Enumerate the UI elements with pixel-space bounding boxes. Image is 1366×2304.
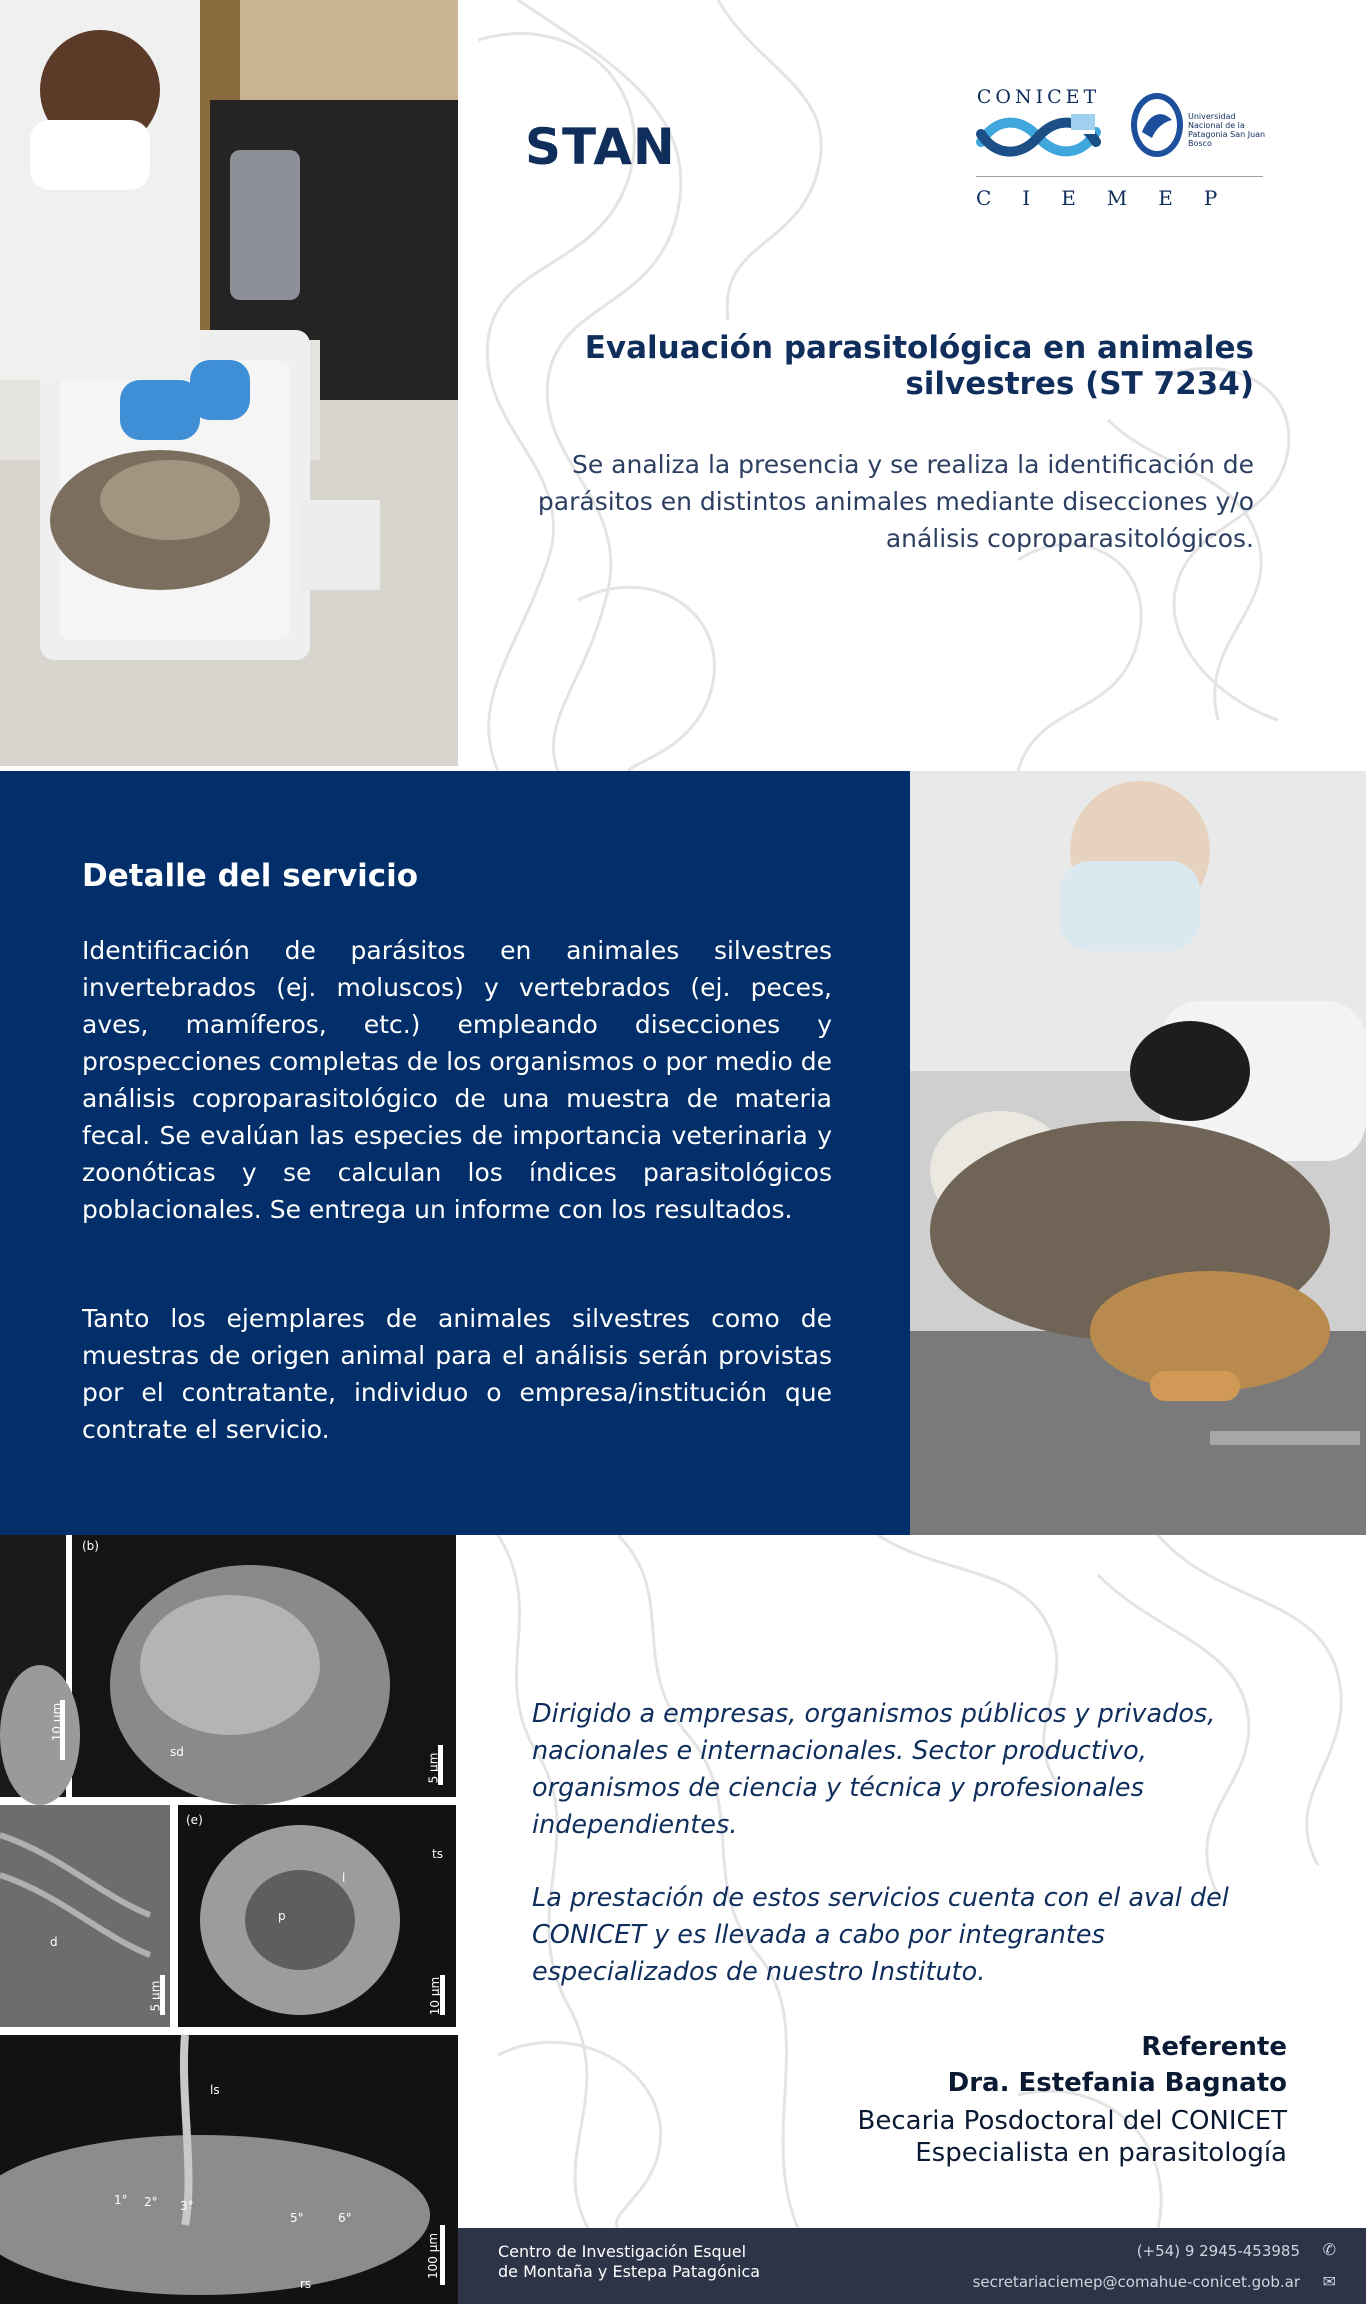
university-name: Universidad Nacional de la Patagonia San Juan Bosco [1188,112,1266,148]
conicet-logo [976,86,1101,162]
page-title: STAN [525,118,676,176]
conicet-wordmark: CONICET [976,86,1101,108]
scale-100um: 100 µm [426,2232,441,2280]
referent-label: Referente [1141,2032,1287,2062]
service-summary: Se analiza la presencia y se realiza la identificación de parásitos en distintos animales mediante disecciones y/o análisis coproparasitológicos. [537,450,1254,553]
footer-institution-line-2: de Montaña y Estepa Patagónica [498,2262,761,2281]
label-6: 6° [338,2211,352,2225]
university-seal-icon [1130,92,1184,158]
label-2: 2° [144,2195,158,2209]
detail-paragraph-1: Identificación de parásitos en animales silvestres invertebrados (ej. moluscos) y vertebrados (ej. peces, aves, mamíferos, etc.) empleando disecciones y prospecciones completas de los organismos o por medio de análisis coproparasitológico de una muestra de materia fecal. Se evalúan las especies de importancia veterinaria y zoonóticas y se calculan los índices parasitológicos poblacionales. Se entrega un informe con los resultados. [82,936,832,1224]
footer-email[interactable]: secretariaciemep@comahue-conicet.gob.ar [972,2273,1300,2291]
photo-dissection-top [0,0,458,766]
conicet-emblem-icon [976,112,1101,162]
scale-10um: 10 µm [50,1702,65,1742]
micrograph-panel [0,1535,458,2304]
referent-role-2: Especialista en parasitología [915,2138,1287,2168]
detail-paragraph-2: Tanto los ejemplares de animales silvestres como de muestras de origen animal para el análisis serán provistas por el contratante, individuo o empresa/institución que contrate el servicio. [82,1304,832,1444]
service-title: Evaluación parasitológica en animales silvestres (ST 7234) [584,330,1254,402]
scale-10um-e: 10 µm [428,1976,443,2016]
ciemep-wordmark: CIEMEP [976,186,1249,210]
label-3: 3° [180,2199,194,2213]
footer-institution [498,2242,760,2282]
detail-heading: Detalle del servicio [82,858,419,894]
phone-icon: ✆ [1322,2240,1336,2259]
label-rs: rs [300,2277,312,2291]
label-l: l [342,1871,346,1885]
panel-label-b: (b) [82,1539,99,1553]
label-ls: ls [210,2083,220,2097]
referent-role-1: Becaria Posdoctoral del CONICET [857,2106,1287,2136]
label-p: p [278,1909,286,1923]
footer-institution-line-1: Centro de Investigación Esquel [498,2242,747,2261]
label-d: d [50,1935,58,1949]
footer-bar [458,2228,1366,2304]
footer-phone[interactable]: (+54) 9 2945-453985 [1136,2242,1300,2260]
scale-5um-d: 5 µm [148,1980,163,2012]
logo-divider [976,176,1263,177]
audience-paragraph-1: Dirigido a empresas, organismos públicos y privados, nacionales e internacionales. Sector productivo, organismos de ciencia y técnica y profesionales independientes. [532,1699,1216,1840]
scale-5um: 5 µm [426,1752,441,1784]
referent-name: Dra. Estefania Bagnato [947,2068,1287,2098]
mail-icon: ✉ [1322,2272,1336,2291]
label-5: 5° [290,2211,304,2225]
audience-paragraph-2: La prestación de estos servicios cuenta con el aval del CONICET y es llevada a cabo por integrantes especializados de nuestro Instituto. [532,1883,1229,1987]
label-1: 1° [114,2193,128,2207]
photo-dissection-middle [910,771,1366,1535]
panel-label-e: (e) [186,1813,203,1827]
label-sd: sd [170,1745,184,1759]
label-ts: ts [432,1847,443,1861]
